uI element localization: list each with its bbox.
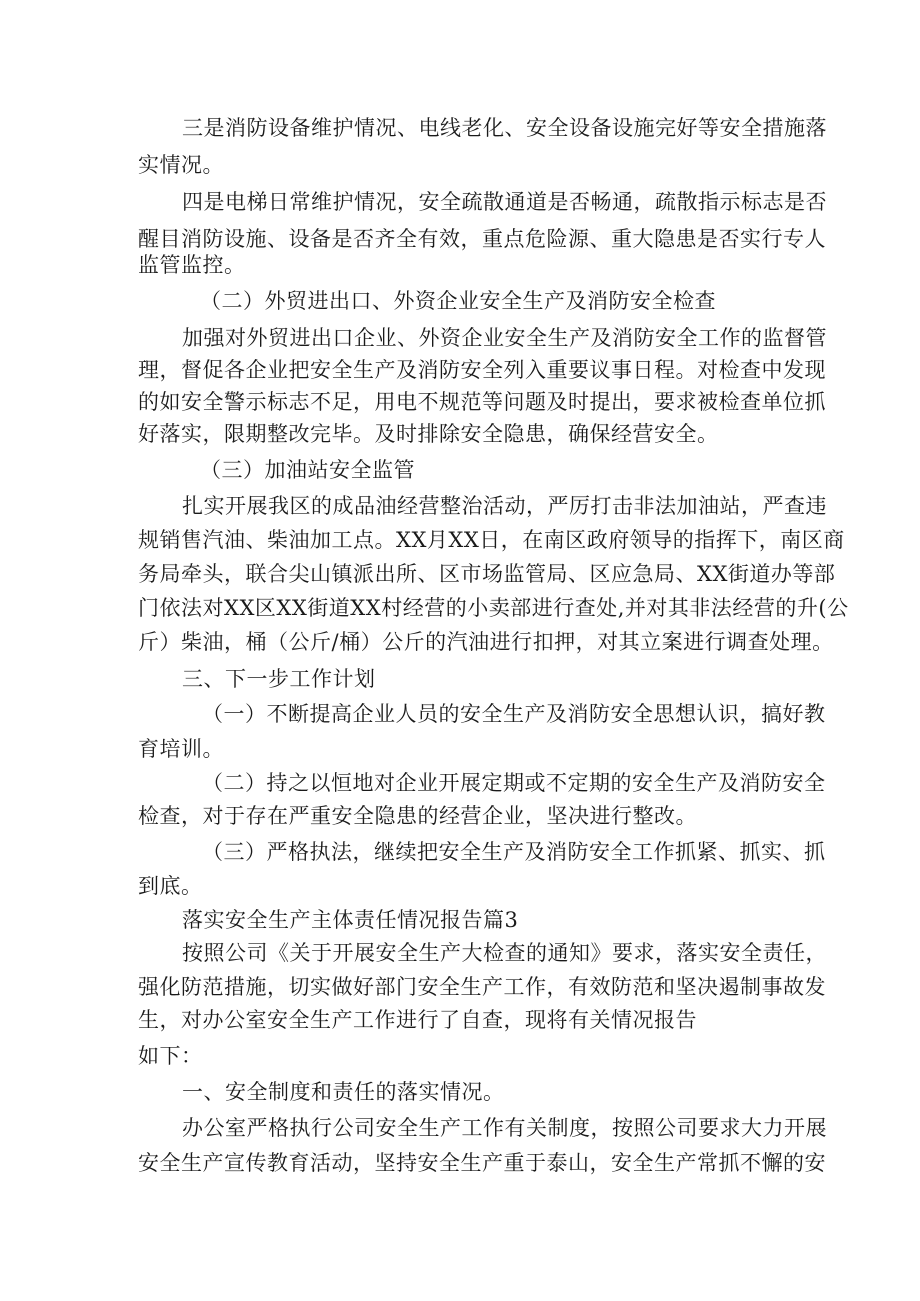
- paragraph-line: 斤）柴油，桶（公斤/桶）公斤的汽油进行扣押，对其立案进行调查处理。: [138, 630, 834, 654]
- paragraph-line: 按照公司《关于开展安全生产大检查的通知》要求，落实安全责任，: [182, 941, 827, 965]
- paragraph-line: （一）不断提高企业人员的安全生产及消防安全思想认识，搞好教: [202, 702, 826, 726]
- paragraph-line: 到底。: [138, 874, 203, 898]
- paragraph-line: 如下：: [138, 1044, 203, 1068]
- paragraph-line: （三）严格执法，继续把安全生产及消防安全工作抓紧、抓实、抓: [202, 840, 826, 864]
- paragraph-line: 醒目消防设施、设备是否齐全有效，重点危险源、重大隐患是否实行专人: [138, 227, 826, 251]
- paragraph-line: 务局牵头，联合尖山镇派出所、区市场监管局、区应急局、XX街道办等部: [138, 562, 836, 586]
- paragraph-line: 扎实开展我区的成品油经营整治活动，严厉打击非法加油站，严查违: [182, 494, 827, 518]
- paragraph-line: （二）持之以恒地对企业开展定期或不定期的安全生产及消防安全: [202, 771, 826, 795]
- paragraph-line: 育培训。: [138, 737, 224, 761]
- paragraph-line: 门依法对XX区XX街道XX村经营的小卖部进行查处,并对其非法经营的升(公: [138, 596, 849, 620]
- paragraph-line: 实情况。: [138, 153, 224, 177]
- paragraph-line: 的如安全警示标志不足，用电不规范等问题及时提出，要求被检查单位抓: [138, 390, 826, 414]
- paragraph-line: 规销售汽油、柴油加工点。XX月XX日，在南区政府领导的指挥下，南区商: [138, 528, 845, 552]
- section-heading: 一、安全制度和责任的落实情况。: [182, 1080, 505, 1104]
- paragraph-line: 加强对外贸进出口企业、外资企业安全生产及消防安全工作的监督管: [182, 326, 827, 350]
- paragraph-line: 生，对办公室安全生产工作进行了自查，现将有关情况报告: [138, 1008, 697, 1032]
- paragraph-line: 四是电梯日常维护情况，安全疏散通道是否畅通，疏散指示标志是否: [182, 190, 827, 214]
- paragraph-line: 办公室严格执行公司安全生产工作有关制度，按照公司要求大力开展: [182, 1116, 827, 1140]
- section-heading: 落实安全生产主体责任情况报告篇3: [182, 908, 519, 932]
- paragraph-line: 监管监控。: [138, 253, 246, 277]
- paragraph-line: 安全生产宣传教育活动，坚持安全生产重于泰山，安全生产常抓不懈的安: [138, 1151, 826, 1175]
- paragraph-line: 三是消防设备维护情况、电线老化、安全设备设施完好等安全措施落: [182, 116, 827, 140]
- section-heading: （二）外贸进出口、外资企业安全生产及消防安全检查: [200, 289, 716, 313]
- paragraph-line: 理，督促各企业把安全生产及消防安全列入重要议事日程。对检查中发现: [138, 358, 826, 382]
- section-heading: （三）加油站安全监管: [200, 458, 415, 482]
- paragraph-line: 检查，对于存在严重安全隐患的经营企业，坚决进行整改。: [138, 804, 697, 828]
- paragraph-line: 好落实，限期整改完毕。及时排除安全隐患，确保经营安全。: [138, 422, 719, 446]
- section-heading: 三、下一步工作计划: [182, 667, 376, 691]
- paragraph-line: 强化防范措施，切实做好部门安全生产工作，有效防范和坚决遏制事故发: [138, 975, 826, 999]
